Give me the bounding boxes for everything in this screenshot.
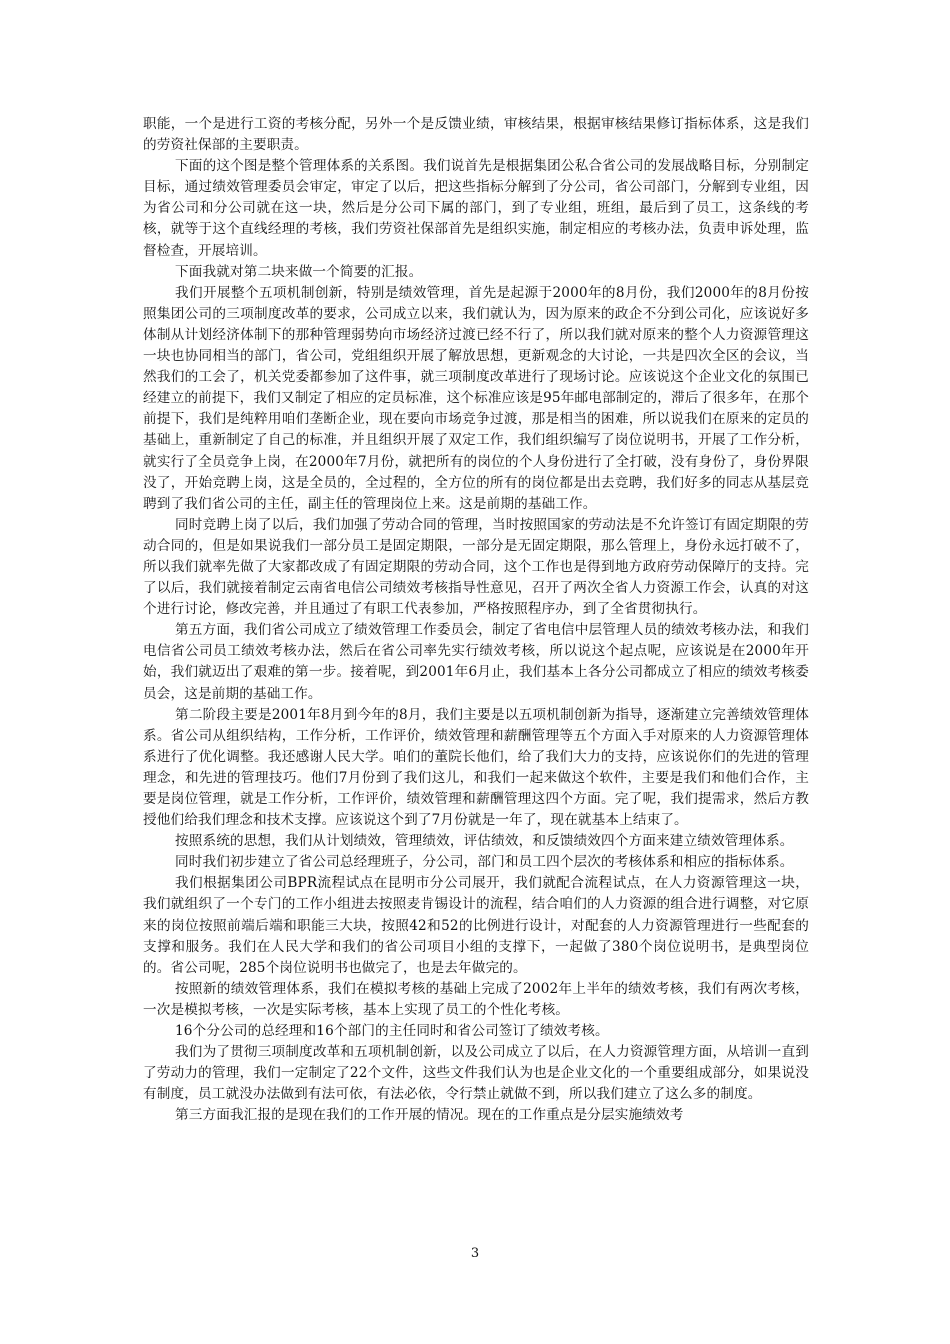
paragraph: 我们为了贯彻三项制度改革和五项机制创新，以及公司成立了以后，在人力资源管理方面，从培训一直到了劳动力的管理，我们一定制定了22个文件，这些文件我们认为也是企业文化的一个重要组成部分，如果说没有制度，员工就没办法做到有法可依，有法必依，令行禁止就做不到，所以我们建立了这么多的制度。 — [143, 1044, 809, 1103]
paragraph: 16个分公司的总经理和16个部门的主任同时和省公司签订了绩效考核。 — [175, 1023, 609, 1040]
page-number: 3 — [470, 1246, 480, 1261]
paragraph: 职能，一个是进行工资的考核分配，另外一个是反馈业绩，审核结果，根据审核结果修订指标体系，这是我们的劳资社保部的主要职责。 — [143, 116, 809, 154]
paragraph: 我们开展整个五项机制创新，特别是绩效管理，首先是起源于2000年的8月份，我们2000年的8月份按照集团公司的三项制度改革的要求，公司成立以来，我们就认为，因为原来的政企不分到公司化，应该说好多体制从计划经济体制下的那种管理弱势向市场经济过渡已经不行了，所以我们就对原来的整个人力资源管理这一块也协同相当的部门，省公司，党组组织开展了解放思想，更新观念的大讨论，一共是四次全区的会议，当然我们的工会了，机关党委都参加了这件事，就三项制度改革进行了现场讨论。应该说这个企业文化的氛围已经建立的前提下，我们又制定了相应的定员标准，这个标准应该是95年邮电部制定的，滞后了很多年，在那个前提下，我们是纯粹用咱们垄断企业，现在要向市场竞争过渡，那是相当的困难，所以说我们在原来的定员的基础上，重新制定了自己的标准，并且组织开展了双定工作，我们组织编写了岗位说明书，开展了工作分析，就实行了全员竞争上岗，在2000年7月份，就把所有的岗位的个人身份进行了全打破，没有身份了，身份界限没了，开始竞聘上岗，这是全员的，全过程的，全方位的所有的岗位都是出去竞聘，我们好多的同志从基层竞聘到了我们省公司的主任，副主任的管理岗位上来。这是前期的基础工作。 — [143, 284, 809, 512]
paragraph: 第二阶段主要是2001年8月到今年的8月，我们主要是以五项机制创新为指导，逐渐建立完善绩效管理体系。省公司从组织结构，工作分析，工作评价，绩效管理和薪酬管理等五个方面入手对原来的人力资源管理体系进行了优化调整。我还感谢人民大学。咱们的董院长他们，给了我们大力的支持，应该说你们的先进的管理理念，和先进的管理技巧。他们7月份到了我们这儿，和我们一起来做这个软件，主要是我们和他们合作，主要是岗位管理，就是工作分析，工作评价，绩效管理和薪酬管理这四个方面。完了呢，我们提需求，然后方教授他们给我们理念和技术支撑。应该说这个到了7月份就是一年了，现在就基本上结束了。 — [143, 706, 809, 829]
paragraph: 下面我就对第二块来做一个简要的汇报。 — [175, 263, 423, 280]
paragraph: 第五方面，我们省公司成立了绩效管理工作委员会，制定了省电信中层管理人员的绩效考核办法，和我们电信省公司员工绩效考核办法，然后在省公司率先实行绩效考核，所以说这个起点呢，应该说是在2000年开始，我们就迈出了艰难的第一步。接着呢，到2001年6月止，我们基本上各分公司都成立了相应的绩效考核委员会，这是前期的基础工作。 — [143, 622, 809, 702]
paragraph: 同时我们初步建立了省公司总经理班子，分公司，部门和员工四个层次的考核体系和相应的指标体系。 — [175, 854, 794, 871]
paragraph: 下面的这个图是整个管理体系的关系图。我们说首先是根据集团公私合省公司的发展战略目标，分别制定目标，通过绩效管理委员会审定，审定了以后，把这些指标分解到了分公司，省公司部门，分解到专业组，因为省公司和分公司就在这一块，然后是分公司下属的部门，到了专业组，班组，最后到了员工，这条线的考核，就等于这个直线经理的考核，我们劳资社保部首先是组织实施，制定相应的考核办法，负责申诉处理，监督检查，开展培训。 — [143, 158, 809, 259]
paragraph: 第三方面我汇报的是现在我们的工作开展的情况。现在的工作重点是分层实施绩效考 — [175, 1107, 684, 1124]
paragraph: 按照系统的思想，我们从计划绩效，管理绩效，评估绩效，和反馈绩效四个方面来建立绩效管理体系。 — [175, 833, 794, 850]
paragraph: 按照新的绩效管理体系，我们在模拟考核的基础上完成了2002年上半年的绩效考核，我们有两次考核，一次是模拟考核，一次是实际考核，基本上实现了员工的个性化考核。 — [143, 980, 809, 1018]
paragraph: 我们根据集团公司BPR流程试点在昆明市分公司展开，我们就配合流程试点，在人力资源管理这一块，我们就组织了一个专门的工作小组进去按照麦肯锡设计的流程，结合咱们的人力资源的组合进行调整，对它原来的岗位按照前端后端和职能三大块，按照42和52的比例进行设计，对配套的人力资源管理进行一些配套的支撑和服务。我们在人民大学和我们的省公司项目小组的支撑下，一起做了380个岗位说明书，是典型岗位的。省公司呢，285个岗位说明书也做完了，也是去年做完的。 — [143, 875, 809, 976]
paragraph: 同时竞聘上岗了以后，我们加强了劳动合同的管理，当时按照国家的劳动法是不允许签订有固定期限的劳动合同的，但是如果说我们一部分员工是固定期限，一部分是无固定期限，那么管理上，身份永远打破不了，所以我们就率先做了大家都改成了有固定期限的劳动合同，这个工作也是得到地方政府劳动保障厅的支持。完了以后，我们就接着制定云南省电信公司绩效考核指导性意见，召开了两次全省人力资源工作会，认真的对这个进行讨论，修改完善，并且通过了有职工代表参加，严格按照程序办，到了全省贯彻执行。 — [143, 516, 809, 618]
body-text — [143, 114, 809, 1127]
